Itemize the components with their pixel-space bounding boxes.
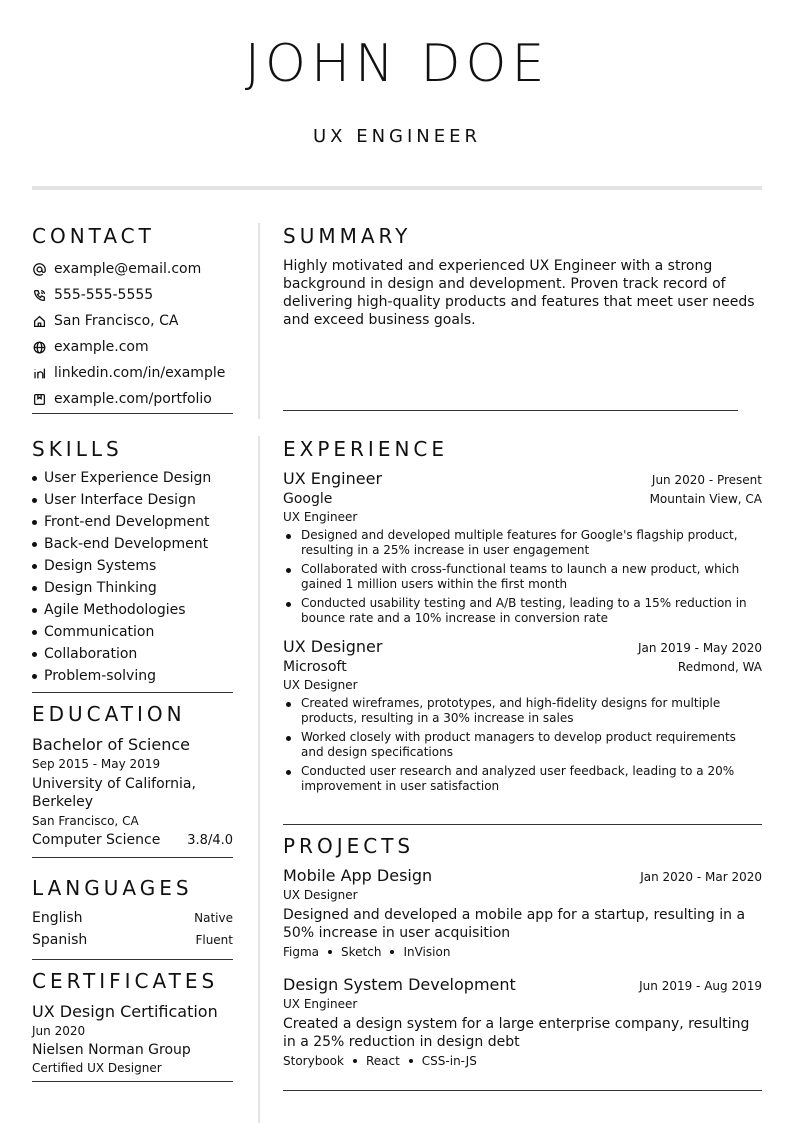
portfolio-icon — [32, 392, 46, 406]
experience-divider — [283, 824, 762, 825]
tag-separator — [328, 950, 332, 954]
job-location: Mountain View, CA — [649, 492, 762, 506]
projects-divider — [283, 1090, 762, 1091]
contact-phone-text: 555-555-5555 — [54, 287, 154, 303]
bullet-dot — [32, 520, 37, 525]
project-dates: Jan 2020 - Mar 2020 — [640, 870, 762, 884]
contact-linkedin[interactable] — [32, 360, 233, 386]
header-divider — [32, 186, 762, 190]
skill-item: Back-end Development — [32, 533, 233, 555]
summary-divider — [283, 410, 738, 411]
summary-section — [283, 224, 762, 329]
contact-heading: CONTACT — [32, 224, 155, 248]
project-tag: Sketch — [341, 945, 382, 959]
contact-location-text: San Francisco, CA — [54, 313, 179, 329]
bullet-dot — [32, 630, 37, 635]
job-dates: Jun 2020 - Present — [651, 473, 762, 487]
bullet-dot — [286, 534, 291, 539]
job-bullet: Conducted usability testing and A/B testing, leading to a 15% reduction in bounce rate and a 10% increase in conversion rate — [283, 596, 762, 626]
project-role: UX Designer — [283, 888, 358, 902]
skills-heading: SKILLS — [32, 437, 123, 461]
job-company: Google — [283, 491, 333, 507]
bullet-dot — [286, 702, 291, 707]
experience-entry — [283, 469, 762, 626]
skills-section — [32, 437, 233, 693]
skill-item: Communication — [32, 621, 233, 643]
education-field: Computer Science — [32, 832, 161, 848]
project-entry — [283, 975, 762, 1068]
education-degree: Bachelor of Science — [32, 735, 190, 754]
education-dates: Sep 2015 - May 2019 — [32, 757, 161, 771]
at-icon — [32, 262, 46, 276]
skill-item: User Interface Design — [32, 489, 233, 511]
skill-item: Agile Methodologies — [32, 599, 233, 621]
skill-item: User Experience Design — [32, 467, 233, 489]
bullet-dot — [32, 674, 37, 679]
bullet-dot — [32, 608, 37, 613]
bullet-dot — [286, 568, 291, 573]
certificate-issuer: Nielsen Norman Group — [32, 1042, 191, 1058]
job-role: UX Engineer — [283, 510, 358, 524]
contact-website-text: example.com — [54, 339, 149, 355]
contact-linkedin-text: linkedin.com/in/example — [54, 365, 226, 381]
contact-section — [32, 224, 233, 414]
contact-location — [32, 308, 233, 334]
bullet-dot — [32, 564, 37, 569]
skill-item: Design Thinking — [32, 577, 233, 599]
job-role: UX Designer — [283, 678, 358, 692]
skill-item: Design Systems — [32, 555, 233, 577]
projects-section — [283, 834, 762, 1068]
project-tag: Storybook — [283, 1054, 344, 1068]
job-dates: Jan 2019 - May 2020 — [638, 641, 762, 655]
bullet-dot — [286, 770, 291, 775]
language-row: English Native — [32, 910, 233, 926]
languages-heading: LANGUAGES — [32, 876, 193, 900]
job-bullet: Worked closely with product managers to develop product requirements and design specifications — [283, 730, 762, 760]
skill-item: Collaboration — [32, 643, 233, 665]
resume-name: JOHN DOE — [244, 34, 550, 94]
project-role: UX Engineer — [283, 997, 358, 1011]
certificate-credential: Certified UX Designer — [32, 1061, 162, 1075]
bullet-dot — [32, 542, 37, 547]
summary-heading: SUMMARY — [283, 224, 412, 248]
language-row: Spanish Fluent — [32, 932, 233, 948]
education-location: San Francisco, CA — [32, 814, 139, 828]
tag-separator — [409, 1059, 413, 1063]
column-divider-bottom — [258, 436, 260, 1123]
contact-email[interactable] — [32, 256, 233, 282]
education-divider — [32, 857, 233, 858]
project-name: Design System Development — [283, 975, 516, 994]
linkedin-icon — [32, 366, 46, 380]
project-description: Designed and developed a mobile app for a startup, resulting in a 50% increase in user acquisition — [283, 907, 746, 941]
project-dates: Jun 2019 - Aug 2019 — [639, 979, 762, 993]
project-tag: Figma — [283, 945, 320, 959]
project-tags — [283, 945, 762, 959]
job-bullet: Created wireframes, prototypes, and high-fidelity designs for multiple products, resulting in a 30% increase in sales — [283, 696, 762, 726]
job-title: UX Designer — [283, 637, 383, 656]
bullet-dot — [32, 586, 37, 591]
experience-entry — [283, 637, 762, 794]
job-location: Redmond, WA — [677, 660, 762, 674]
skill-item: Front-end Development — [32, 511, 233, 533]
certificates-heading: CERTIFICATES — [32, 969, 219, 993]
project-tag: InVision — [403, 945, 451, 959]
contact-website[interactable] — [32, 334, 233, 360]
job-title: UX Engineer — [283, 469, 383, 488]
tag-separator — [390, 950, 394, 954]
bullet-dot — [32, 652, 37, 657]
certificates-section — [32, 969, 233, 1082]
project-tag: React — [365, 1054, 400, 1068]
bullet-dot — [32, 498, 37, 503]
job-bullet: Collaborated with cross-functional teams to launch a new product, which gained 1 million users within the first month — [283, 562, 762, 592]
education-section — [32, 702, 233, 858]
tag-separator — [353, 1059, 357, 1063]
education-heading: EDUCATION — [32, 702, 186, 726]
education-school: University of California, Berkeley — [32, 776, 196, 810]
contact-divider — [32, 413, 233, 414]
job-bullet: Conducted user research and analyzed user feedback, leading to a 20% improvement in user satisfaction — [283, 764, 762, 794]
projects-heading: PROJECTS — [283, 834, 415, 858]
bullet-dot — [286, 602, 291, 607]
project-tags — [283, 1054, 762, 1068]
skills-divider — [32, 692, 233, 693]
resume-title: UX ENGINEER — [312, 126, 482, 147]
skills-list — [32, 467, 233, 687]
certificate-date: Jun 2020 — [32, 1024, 86, 1038]
project-description: Created a design system for a large enterprise company, resulting in a 25% reduction in design debt — [283, 1016, 750, 1050]
skill-item: Problem-solving — [32, 665, 233, 687]
languages-divider — [32, 959, 233, 960]
bullet-dot — [286, 736, 291, 741]
education-gpa: 3.8/4.0 — [187, 833, 233, 848]
summary-text: Highly motivated and experienced UX Engineer with a strong background in design and development. Proven track record of delivering high-quality products and features that meet user needs and exceed business goals. — [283, 258, 755, 328]
phone-icon — [32, 288, 46, 302]
job-bullet: Designed and developed multiple features for Google's flagship product, resulting in a 25% increase in user engagement — [283, 528, 762, 558]
experience-section — [283, 437, 762, 798]
contact-phone[interactable] — [32, 282, 233, 308]
languages-section — [32, 876, 233, 960]
home-icon — [32, 314, 46, 328]
globe-icon — [32, 340, 46, 354]
contact-portfolio[interactable] — [32, 386, 233, 412]
bullet-dot — [32, 476, 37, 481]
project-entry — [283, 866, 762, 959]
certificate-name: UX Design Certification — [32, 1002, 218, 1021]
certificates-divider — [32, 1081, 233, 1082]
contact-portfolio-text: example.com/portfolio — [54, 391, 212, 407]
project-name: Mobile App Design — [283, 866, 433, 885]
job-company: Microsoft — [283, 659, 347, 675]
contact-email-text: example@email.com — [54, 261, 202, 277]
experience-heading: EXPERIENCE — [283, 437, 449, 461]
project-tag: CSS-in-JS — [421, 1054, 477, 1068]
column-divider-top — [258, 223, 260, 419]
